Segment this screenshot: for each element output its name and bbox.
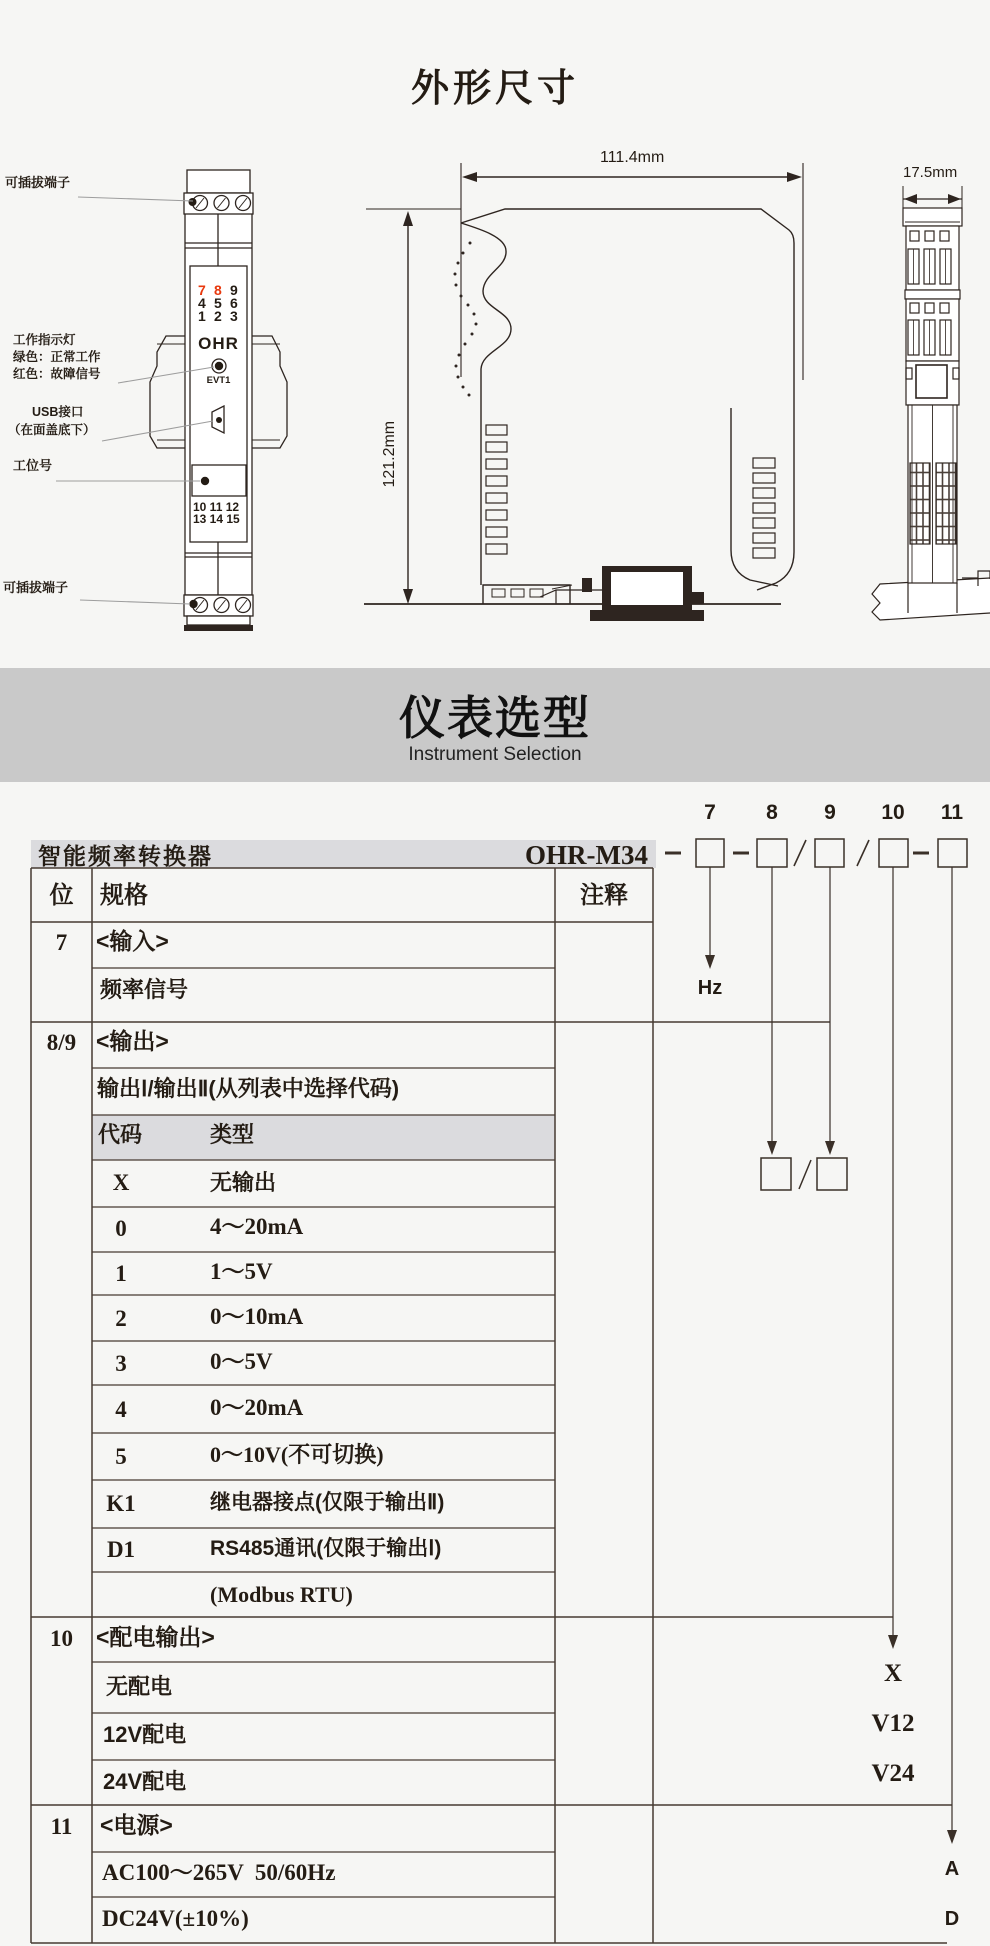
type-X: 无输出 <box>210 1170 277 1195</box>
type-4: 0～20mA <box>210 1395 304 1420</box>
row10-opt-12v: 12V配电 <box>103 1722 187 1747</box>
bottom-numbers-2: 13 14 15 <box>193 512 240 526</box>
type-modbus: (Modbus RTU) <box>210 1582 353 1607</box>
arrow-label-V12: V12 <box>871 1710 915 1737</box>
dim-arrow-up <box>403 211 413 226</box>
end-view-drawing <box>872 186 990 620</box>
row7-value: 频率信号 <box>100 977 189 1002</box>
label-usb-2: （在面盖底下） <box>8 423 96 437</box>
terminal-grid-right <box>936 463 956 544</box>
type-0: 4～20mA <box>210 1214 304 1239</box>
face-number-8: 8 <box>214 282 222 298</box>
row89-title: <输出> <box>96 1028 169 1054</box>
label-indicator-3: 红色：故障信号 <box>13 367 101 381</box>
arrow-label-V24: V24 <box>871 1760 915 1787</box>
face-number-7: 7 <box>198 282 206 298</box>
banner-title-cn: 仪表选型 <box>399 692 591 744</box>
type-col-header: 类型 <box>210 1122 255 1147</box>
width-dimension-label: 111.4mm <box>600 149 665 166</box>
row11-opt-dc: DC24V(±10%) <box>102 1906 249 1931</box>
side-view-drawing <box>364 163 803 621</box>
hz-arrow-label: Hz <box>697 977 723 999</box>
dim-arrow-left <box>462 172 477 182</box>
face-number-4: 4 <box>198 295 206 311</box>
type-5: 0～10V(不可切换) <box>210 1442 384 1467</box>
leader-arrowheads <box>705 955 957 1844</box>
row7-title: <输入> <box>96 928 169 954</box>
code-0: 0 <box>115 1216 127 1241</box>
row11-pos: 11 <box>50 1814 73 1839</box>
height-dimension-label: 121.2mm <box>380 420 398 488</box>
arrow-label-X: X <box>883 1660 903 1687</box>
code-header-highlight <box>92 1115 555 1160</box>
label-usb-1: USB接口 <box>32 405 84 419</box>
row7-pos: 7 <box>55 930 68 955</box>
face-number-2: 2 <box>214 308 222 324</box>
code-K1: K1 <box>106 1491 136 1516</box>
code-1: 1 <box>115 1261 127 1286</box>
header-spec: 规格 <box>100 882 148 909</box>
product-name: 智能频率转换器 <box>38 843 213 869</box>
type-1: 1～5V <box>210 1259 273 1284</box>
digit-10: 10 <box>881 801 905 824</box>
row11-opt-ac: AC100～265V 50/60Hz <box>102 1860 336 1885</box>
front-view-drawing <box>56 170 287 631</box>
arrow-label-D: D <box>944 1908 960 1930</box>
section-banner <box>0 668 990 782</box>
type-3: 0～5V <box>210 1349 273 1374</box>
code-X: X <box>112 1170 130 1195</box>
dotted-texture <box>454 242 478 397</box>
dim-arrow-down <box>403 589 413 604</box>
row11-title: <电源> <box>100 1812 173 1838</box>
banner-title-en: Instrument Selection <box>408 744 582 765</box>
face-number-9: 9 <box>230 282 238 298</box>
face-number-6: 6 <box>230 295 238 311</box>
code-D1: D1 <box>106 1537 136 1562</box>
depth-dimension-label: 17.5mm <box>903 164 958 181</box>
row89-pos: 8/9 <box>46 1030 77 1055</box>
terminal-grid-left <box>910 463 930 544</box>
row89-subtitle: 输出Ⅰ/输出Ⅱ(从列表中选择代码) <box>97 1076 400 1101</box>
digit-11: 11 <box>940 801 964 824</box>
digit-8: 8 <box>766 801 778 824</box>
brand-logo: OHR <box>198 334 239 353</box>
model-number: OHR-M34 <box>525 840 648 870</box>
row10-title: <配电输出> <box>96 1624 215 1650</box>
vent-slots-right <box>753 458 775 558</box>
ordering-code-boxes <box>665 839 967 867</box>
face-number-3: 3 <box>230 308 238 324</box>
type-K1: 继电器接点(仅限于输出Ⅱ) <box>210 1491 445 1514</box>
dim-arrow-right <box>787 172 802 182</box>
face-number-5: 5 <box>214 295 222 311</box>
arrow-label-A: A <box>944 1858 960 1880</box>
digit-9: 9 <box>824 801 836 824</box>
digit-7: 7 <box>704 801 716 824</box>
code-2: 2 <box>115 1306 127 1331</box>
code-3: 3 <box>115 1351 127 1376</box>
header-note: 注释 <box>580 882 628 909</box>
led-label: EVT1 <box>206 375 231 386</box>
code-5: 5 <box>115 1444 127 1469</box>
label-bottom-terminal: 可插拔端子 <box>3 580 69 595</box>
face-number-1: 1 <box>198 308 206 324</box>
type-D1: RS485通讯(仅限于输出Ⅰ) <box>210 1537 442 1560</box>
code-leader-lines <box>710 867 952 1832</box>
label-top-terminal: 可插拔端子 <box>5 175 71 190</box>
page-title: 外形尺寸 <box>410 68 579 110</box>
vent-slots-left <box>486 425 507 554</box>
header-pos: 位 <box>49 882 74 909</box>
row10-pos: 10 <box>50 1626 73 1651</box>
bottom-numbers-1: 10 11 12 <box>193 500 240 514</box>
label-indicator-2: 绿色：正常工作 <box>13 350 101 364</box>
label-tag: 工位号 <box>13 458 53 473</box>
row10-opt-none: 无配电 <box>106 1674 173 1699</box>
code-4: 4 <box>115 1397 127 1422</box>
label-indicator-1: 工作指示灯 <box>13 333 76 347</box>
row10-opt-24v: 24V配电 <box>103 1769 187 1794</box>
type-2: 0～10mA <box>210 1304 304 1329</box>
code-col-header: 代码 <box>98 1122 143 1147</box>
